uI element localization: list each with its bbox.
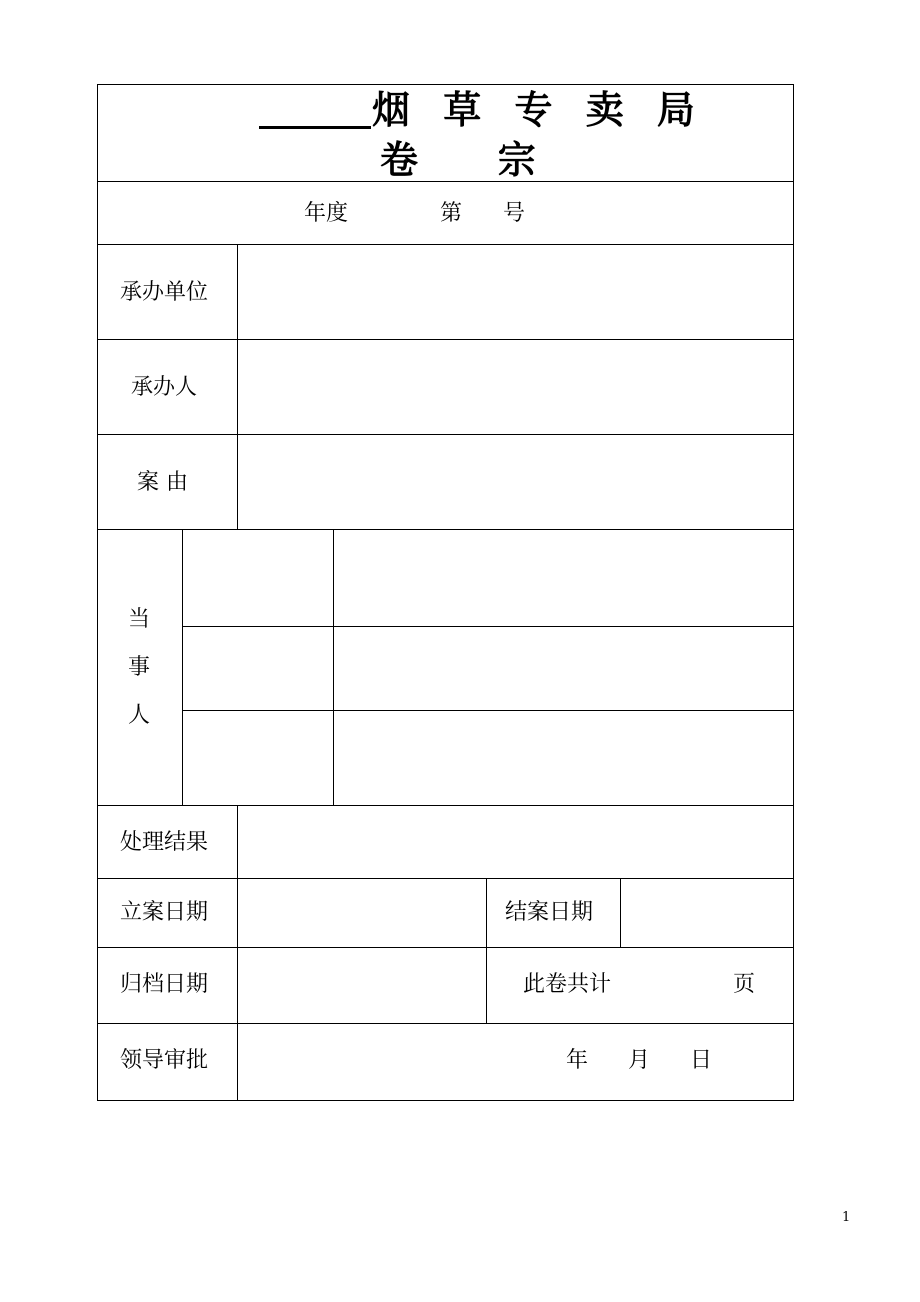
result-label: 处理结果 (120, 830, 209, 855)
title-line-1: 烟 草 专 卖 局 (372, 88, 705, 132)
party-column-divider (333, 529, 334, 805)
title-line-2: 卷 宗 (380, 138, 546, 182)
archive-date-label: 归档日期 (120, 972, 209, 997)
row-divider (97, 878, 794, 879)
row-divider (97, 434, 794, 435)
label-column-divider (237, 805, 238, 1101)
row-divider (97, 529, 794, 530)
page-number: 1 (842, 1210, 851, 1225)
number-prefix-label: 第 (440, 201, 463, 226)
row-divider (97, 805, 794, 806)
parties-label-char: 当 (128, 607, 151, 632)
year-unit-label: 年 (566, 1048, 589, 1073)
closing-date-label: 结案日期 (505, 900, 594, 925)
party-label-divider (182, 529, 183, 805)
leader-approval-label: 领导审批 (120, 1048, 209, 1073)
party-row-divider (182, 710, 794, 711)
volume-total-label: 此卷共计 (523, 972, 612, 997)
label-column-divider (237, 244, 238, 529)
closing-date-divider (620, 878, 621, 947)
department-label: 承办单位 (120, 280, 209, 305)
case-reason-label: 案 由 (137, 470, 188, 495)
day-unit-label: 日 (690, 1048, 713, 1073)
bureau-name-blank[interactable] (259, 126, 371, 129)
year-label: 年度 (304, 201, 349, 226)
number-suffix-label: 号 (503, 201, 526, 226)
row-divider (97, 947, 794, 948)
month-unit-label: 月 (628, 1048, 651, 1073)
page-unit-label: 页 (733, 972, 756, 997)
date-column-divider (486, 878, 487, 1023)
handler-label: 承办人 (131, 375, 198, 400)
parties-label-char: 人 (128, 703, 151, 728)
row-divider (97, 339, 794, 340)
form-table-border (97, 84, 794, 1101)
row-divider (97, 1023, 794, 1024)
row-divider (97, 244, 794, 245)
filing-date-label: 立案日期 (120, 900, 209, 925)
parties-label-char: 事 (128, 655, 151, 680)
party-row-divider (182, 626, 794, 627)
